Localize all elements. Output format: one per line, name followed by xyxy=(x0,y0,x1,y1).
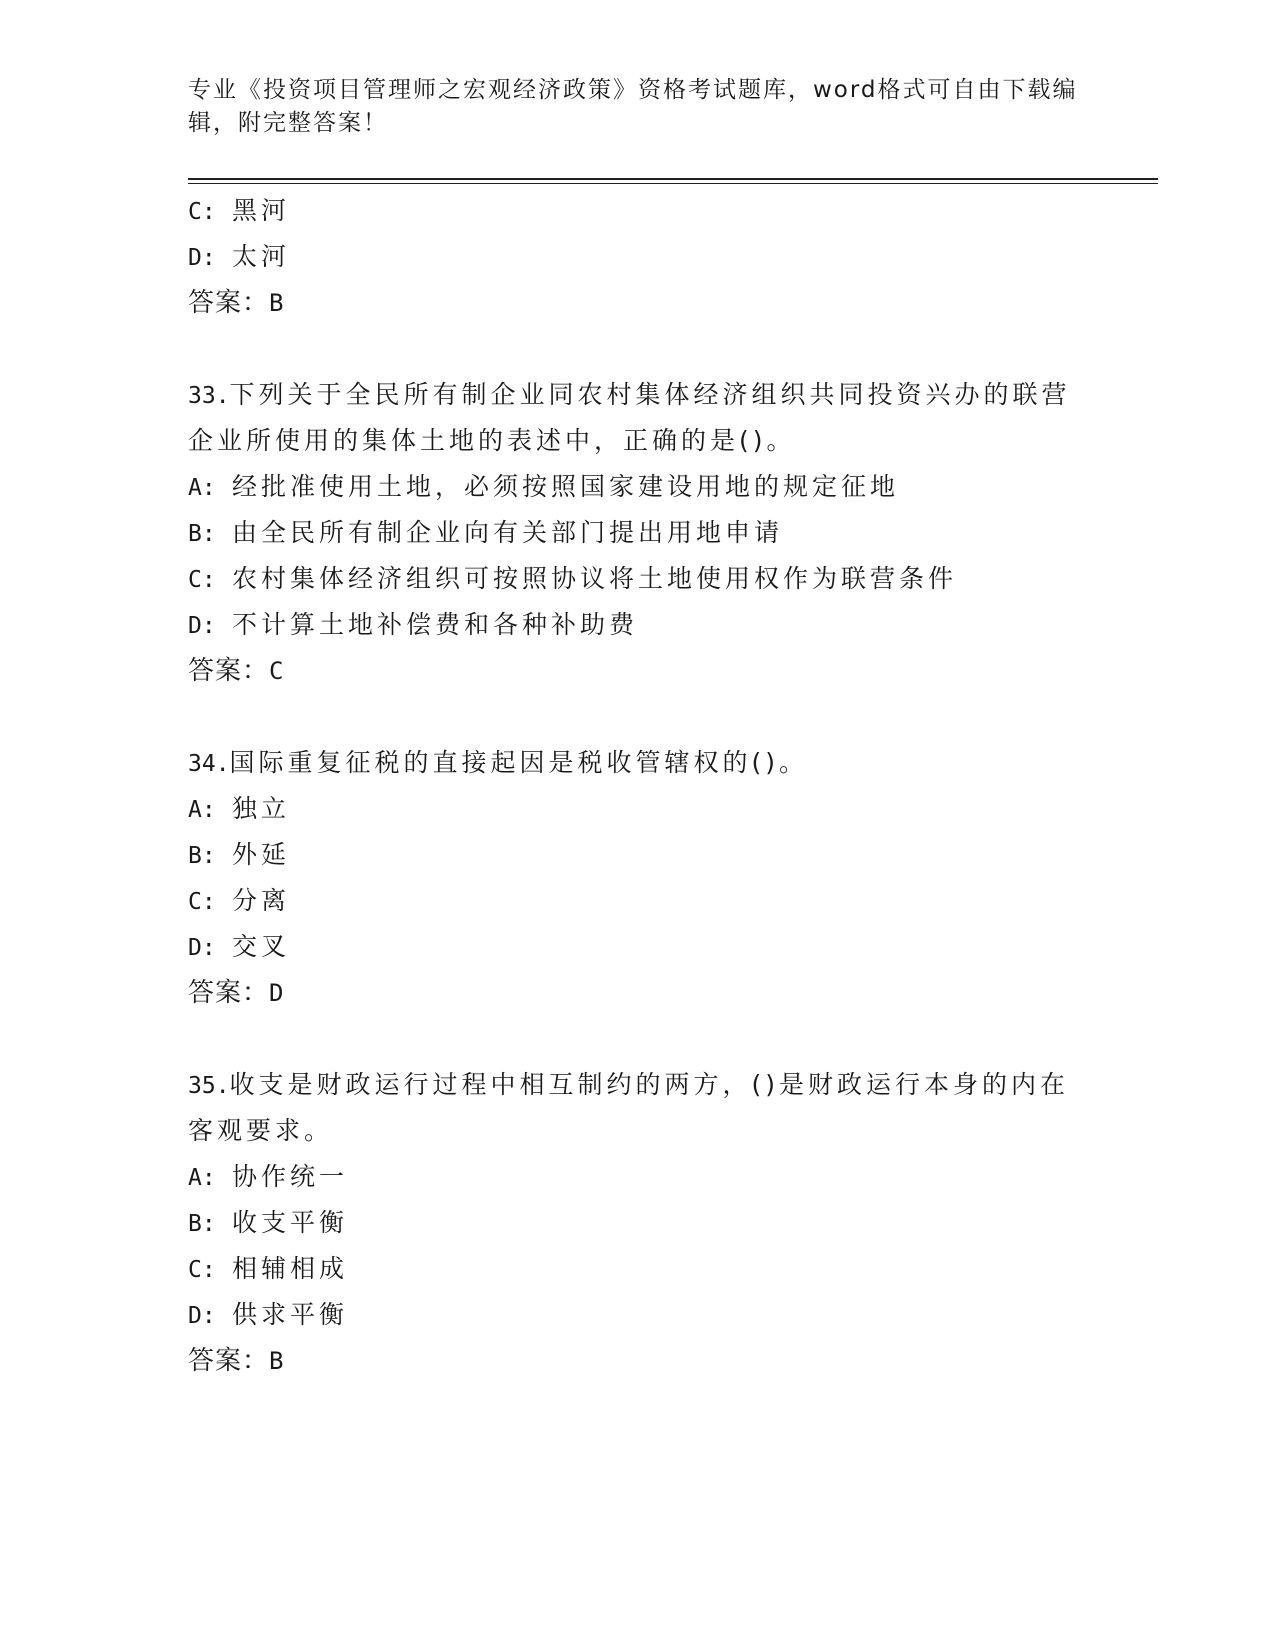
question-32-tail xyxy=(188,188,1088,326)
header-divider-thin xyxy=(188,183,1158,184)
question-34 xyxy=(188,740,1088,1016)
option-d xyxy=(188,602,1088,648)
option-letter: C: xyxy=(188,567,216,593)
question-stem-text: 下列关于全民所有制企业同农村集体经济组织共同投资兴办的联营 xyxy=(229,380,1071,409)
option-text: 外延 xyxy=(232,840,291,869)
answer-label: 答案： xyxy=(188,1346,270,1376)
option-text: 协作统一 xyxy=(232,1162,349,1191)
option-text: 不计算土地补偿费和各种补助费 xyxy=(232,610,639,639)
option-d xyxy=(188,924,1088,970)
option-letter: D: xyxy=(188,1303,216,1329)
option-letter: A: xyxy=(188,797,216,823)
option-text: 收支平衡 xyxy=(232,1208,349,1237)
option-letter: A: xyxy=(188,1165,216,1191)
option-text: 相辅相成 xyxy=(232,1254,349,1283)
option-letter: D: xyxy=(188,935,216,961)
answer-value: B xyxy=(269,1347,285,1375)
option-b xyxy=(188,510,1088,556)
question-stem-continued: 客观要求。 xyxy=(188,1116,334,1145)
option-letter: C: xyxy=(188,199,216,225)
option-letter: D: xyxy=(188,245,216,271)
question-stem-text: 收支是财政运行过程中相互制约的两方，()是财政运行本身的内在 xyxy=(229,1070,1070,1099)
header-divider-thick xyxy=(188,178,1158,180)
option-text: 农村集体经济组织可按照协议将土地使用权作为联营条件 xyxy=(232,564,958,593)
option-letter: A: xyxy=(188,475,216,501)
question-stem-continued: 企业所使用的集体土地的表述中，正确的是()。 xyxy=(188,426,796,455)
question-gap xyxy=(188,326,1088,372)
option-text: 交叉 xyxy=(232,932,291,961)
option-c xyxy=(188,1246,1088,1292)
question-stem-text: 国际重复征税的直接起因是税收管辖权的()。 xyxy=(229,748,809,777)
answer-line xyxy=(188,970,1088,1016)
answer-line xyxy=(188,1338,1088,1384)
question-list xyxy=(188,188,1088,1384)
question-stem xyxy=(188,372,1088,418)
answer-label: 答案： xyxy=(188,288,270,318)
option-a xyxy=(188,464,1088,510)
answer-label: 答案： xyxy=(188,978,270,1008)
option-letter: C: xyxy=(188,1257,216,1283)
option-text: 独立 xyxy=(232,794,291,823)
option-text: 供求平衡 xyxy=(232,1300,349,1329)
answer-value: C xyxy=(269,657,285,685)
option-letter: B: xyxy=(188,1211,216,1237)
option-letter: B: xyxy=(188,843,216,869)
answer-label: 答案： xyxy=(188,656,270,686)
question-stem xyxy=(188,740,1088,786)
answer-line xyxy=(188,280,1088,326)
question-35 xyxy=(188,1062,1088,1384)
answer-value: D xyxy=(269,979,285,1007)
option-letter: C: xyxy=(188,889,216,915)
document-header xyxy=(188,74,1088,140)
option-text: 经批准使用土地，必须按照国家建设用地的规定征地 xyxy=(232,472,900,501)
option-b xyxy=(188,832,1088,878)
question-number: 33. xyxy=(188,383,230,409)
option-c xyxy=(188,878,1088,924)
option-letter: B: xyxy=(188,521,216,547)
option-a xyxy=(188,1154,1088,1200)
header-line-2: 辑，附完整答案！ xyxy=(188,110,388,136)
option-a xyxy=(188,786,1088,832)
option-c xyxy=(188,188,1088,234)
question-33 xyxy=(188,372,1088,694)
option-c xyxy=(188,556,1088,602)
option-text: 太河 xyxy=(232,242,291,271)
answer-value: B xyxy=(269,289,285,317)
option-d xyxy=(188,234,1088,280)
option-text: 分离 xyxy=(232,886,291,915)
question-number: 34. xyxy=(188,751,230,777)
option-d xyxy=(188,1292,1088,1338)
question-gap xyxy=(188,694,1088,740)
option-letter: D: xyxy=(188,613,216,639)
answer-line xyxy=(188,648,1088,694)
header-line-1: 专业《投资项目管理师之宏观经济政策》资格考试题库，word格式可自由下载编 xyxy=(188,77,1078,103)
question-stem xyxy=(188,1062,1088,1108)
option-b xyxy=(188,1200,1088,1246)
question-number: 35. xyxy=(188,1073,230,1099)
option-text: 黑河 xyxy=(232,196,291,225)
option-text: 由全民所有制企业向有关部门提出用地申请 xyxy=(232,518,784,547)
question-gap xyxy=(188,1016,1088,1062)
